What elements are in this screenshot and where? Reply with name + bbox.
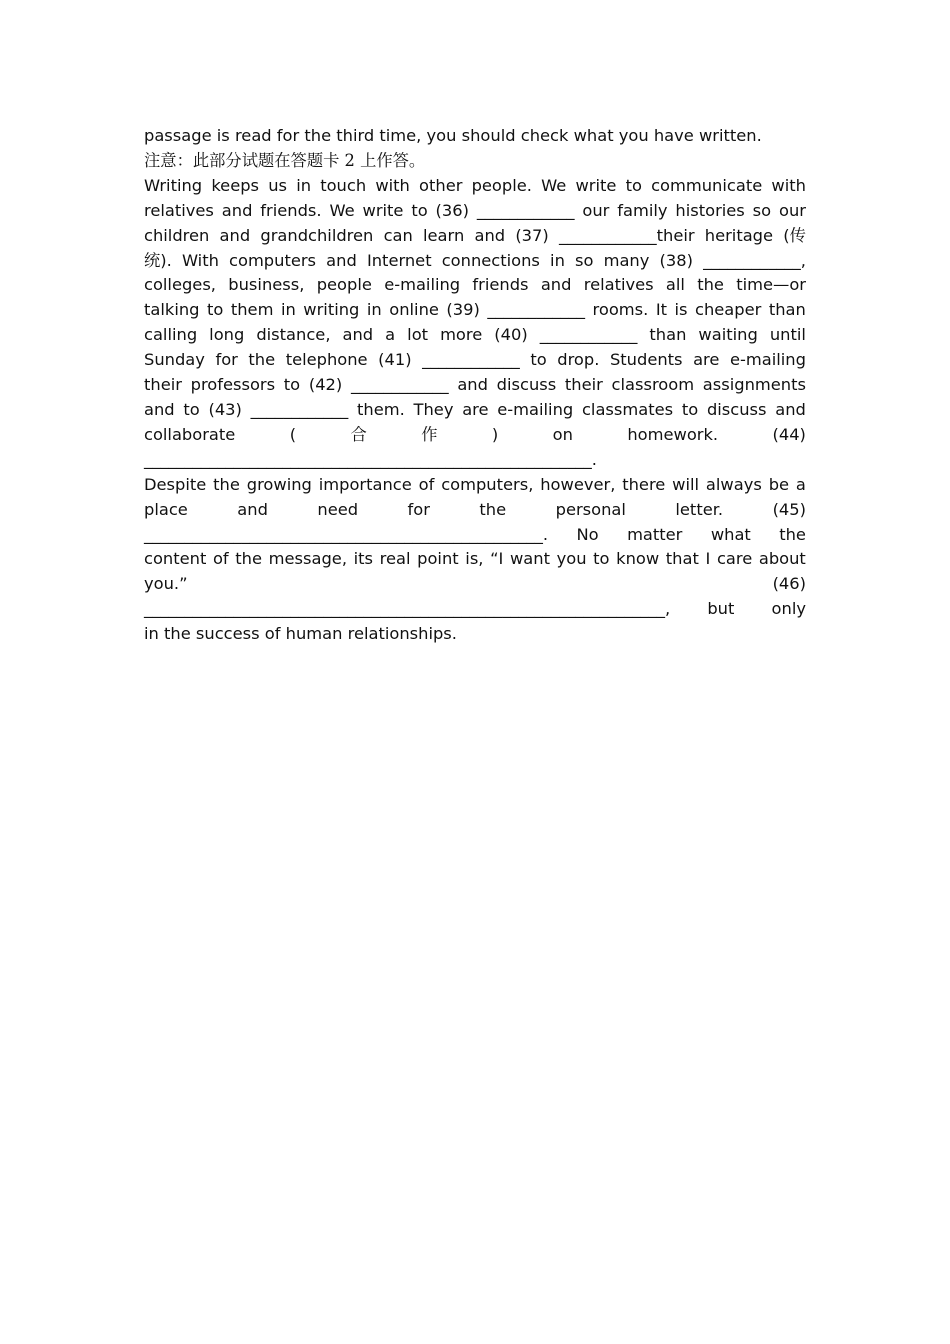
- word: (36): [435, 200, 469, 220]
- word: the: [779, 524, 806, 544]
- paragraph-line: [144, 398, 806, 423]
- word: drop.: [557, 350, 600, 370]
- word: No: [576, 524, 599, 544]
- word: (44): [772, 424, 806, 444]
- word: ____________: [539, 325, 638, 345]
- word: collaborate: [144, 424, 236, 444]
- word: e-mailing: [384, 275, 461, 295]
- word: lot: [407, 325, 429, 345]
- word: the: [479, 499, 507, 519]
- word: online: [389, 300, 439, 320]
- word: are: [693, 350, 720, 370]
- word: Internet: [366, 250, 432, 270]
- word: cheaper: [695, 300, 762, 320]
- word: relatives: [583, 275, 654, 295]
- word: communicate: [651, 175, 763, 195]
- word: the: [235, 549, 263, 569]
- paragraph-line: [144, 473, 806, 498]
- word: (46): [772, 574, 806, 594]
- word: all: [665, 275, 685, 295]
- word: people: [316, 275, 372, 295]
- paragraph-line: [144, 249, 806, 274]
- word: We: [329, 200, 355, 220]
- word: and: [457, 375, 488, 395]
- word: grandchildren: [260, 225, 374, 245]
- word: With: [181, 250, 219, 270]
- paragraph-line: [144, 572, 806, 597]
- word: to: [625, 175, 642, 195]
- word: so: [752, 200, 772, 220]
- word: our: [582, 200, 610, 220]
- word: so: [575, 250, 594, 270]
- word: (42): [308, 375, 343, 395]
- word: classmates: [581, 399, 674, 419]
- word: business,: [228, 275, 305, 295]
- word: Students: [609, 350, 683, 370]
- word: their: [564, 375, 603, 395]
- word: ____________: [476, 200, 575, 220]
- word: content: [144, 549, 207, 569]
- word: connections: [441, 250, 540, 270]
- word: that: [665, 549, 699, 569]
- word: writing: [303, 300, 360, 320]
- word: I: [705, 549, 711, 569]
- word: e-mailing: [729, 350, 806, 370]
- word: (45): [772, 499, 806, 519]
- word: and: [219, 225, 251, 245]
- word: ____________,: [703, 250, 806, 270]
- word: ): [491, 424, 499, 444]
- word: be: [768, 474, 790, 494]
- word: to: [530, 350, 547, 370]
- word: and: [221, 200, 253, 220]
- word: know: [616, 549, 660, 569]
- paragraph-line: [144, 174, 806, 199]
- word: (: [289, 424, 297, 444]
- word: letter.: [675, 499, 724, 519]
- word: many: [603, 250, 650, 270]
- word: us: [268, 175, 288, 195]
- word: time—or: [736, 275, 806, 295]
- word: is: [674, 300, 688, 320]
- paragraph-last-line: in the success of human relationships.: [144, 624, 457, 644]
- word: to: [411, 200, 428, 220]
- paragraph-line: [144, 547, 806, 572]
- word: to: [593, 549, 610, 569]
- word: (39): [446, 300, 480, 320]
- word: and: [474, 225, 506, 245]
- word: (43): [208, 399, 242, 419]
- word: histories: [675, 200, 745, 220]
- paragraph-line: [144, 498, 806, 523]
- word: people.: [471, 175, 532, 195]
- paragraph-1: [144, 174, 806, 473]
- word: and: [326, 250, 357, 270]
- word: (38): [659, 250, 693, 270]
- word: relatives: [144, 200, 214, 220]
- word: learn: [423, 225, 465, 245]
- intro-line: passage is read for the third time, you should check what you have written.: [144, 126, 762, 145]
- paragraph-2: [144, 473, 806, 647]
- word: the: [697, 275, 724, 295]
- word: 作: [421, 424, 438, 444]
- word: _________________________________________________.: [144, 524, 549, 544]
- word: colleges,: [144, 275, 216, 295]
- word: them.: [357, 399, 405, 419]
- word: professors: [190, 375, 276, 395]
- answer-sheet-note: 注意：此部分试题在答题卡 2 上作答。: [144, 150, 426, 170]
- word: want: [509, 549, 550, 569]
- word: than: [768, 300, 806, 320]
- word: and: [342, 325, 374, 345]
- paragraph-line: [144, 523, 806, 548]
- word: ____________their: [558, 225, 695, 245]
- word: you: [556, 549, 587, 569]
- word: ____________: [422, 350, 520, 370]
- word: discuss: [496, 375, 557, 395]
- word: write: [575, 175, 617, 195]
- word: computers,: [441, 474, 534, 494]
- word: the: [248, 350, 276, 370]
- word: They: [413, 399, 454, 419]
- word: long: [209, 325, 245, 345]
- word: its: [353, 549, 374, 569]
- answer-blank-44: _______________________________________________________.: [144, 449, 597, 469]
- word: their: [144, 375, 182, 395]
- word: can: [383, 225, 413, 245]
- word: more: [440, 325, 483, 345]
- word: our: [779, 200, 806, 220]
- word: than: [649, 325, 687, 345]
- word: ________________________________________________________________,: [144, 599, 671, 619]
- word: waiting: [698, 325, 758, 345]
- word: of: [418, 474, 435, 494]
- word: with: [375, 175, 410, 195]
- word: homework.: [627, 424, 719, 444]
- word: (37): [515, 225, 549, 245]
- paragraph-line: [144, 224, 806, 249]
- word: the: [213, 474, 240, 494]
- word: ____________: [250, 399, 349, 419]
- word: them: [230, 300, 274, 320]
- word: and: [237, 499, 268, 519]
- word: telephone: [285, 350, 368, 370]
- word: heritage: [704, 225, 774, 245]
- paragraph-line: [144, 273, 806, 298]
- word: computers: [229, 250, 317, 270]
- word: (传: [783, 225, 806, 245]
- word: It: [655, 300, 667, 320]
- word: however,: [540, 474, 616, 494]
- word: care: [716, 549, 753, 569]
- word: ____________: [487, 300, 586, 320]
- word: matter: [627, 524, 683, 544]
- word: with: [771, 175, 806, 195]
- word: distance,: [256, 325, 331, 345]
- word: to: [283, 375, 301, 395]
- word: rooms.: [592, 300, 649, 320]
- word: real: [379, 549, 411, 569]
- word: Despite: [144, 474, 207, 494]
- word: calling: [144, 325, 198, 345]
- word: what: [710, 524, 751, 544]
- word: (40): [494, 325, 528, 345]
- word: classroom: [611, 375, 695, 395]
- word: need: [317, 499, 359, 519]
- word: in: [550, 250, 565, 270]
- word: to: [207, 300, 224, 320]
- paragraph-line: [144, 373, 806, 398]
- word: there: [622, 474, 666, 494]
- word: We: [541, 175, 567, 195]
- word: write: [362, 200, 404, 220]
- word: growing: [246, 474, 312, 494]
- word: on: [552, 424, 573, 444]
- paragraph-line: [144, 199, 806, 224]
- word: message,: [268, 549, 348, 569]
- word: in: [280, 300, 296, 320]
- word: and: [775, 399, 806, 419]
- document-page: [144, 124, 806, 647]
- word: is,: [465, 549, 484, 569]
- word: 统).: [144, 250, 172, 270]
- word: to: [681, 399, 699, 419]
- word: to: [183, 399, 200, 419]
- word: assignments: [702, 375, 806, 395]
- paragraph-line: [144, 423, 806, 448]
- word: family: [617, 200, 668, 220]
- paragraph-line: [144, 323, 806, 348]
- word: 合: [350, 424, 367, 444]
- word: and: [144, 399, 175, 419]
- word: in: [296, 175, 312, 195]
- word: importance: [318, 474, 412, 494]
- word: e-mailing: [497, 399, 574, 419]
- word: discuss: [706, 399, 767, 419]
- word: will: [672, 474, 700, 494]
- word: (41): [378, 350, 412, 370]
- word: in: [366, 300, 382, 320]
- word: ____________: [350, 375, 449, 395]
- word: for: [215, 350, 238, 370]
- word: but: [707, 599, 735, 619]
- word: children: [144, 225, 210, 245]
- word: only: [771, 599, 806, 619]
- paragraph-line: [144, 597, 806, 622]
- word: touch: [320, 175, 367, 195]
- word: friends.: [260, 200, 322, 220]
- word: you.”: [144, 574, 188, 594]
- word: other: [419, 175, 463, 195]
- word: Writing: [144, 175, 203, 195]
- word: “I: [490, 549, 504, 569]
- word: keeps: [211, 175, 260, 195]
- word: point: [417, 549, 459, 569]
- word: a: [385, 325, 396, 345]
- word: talking: [144, 300, 200, 320]
- word: for: [407, 499, 430, 519]
- word: place: [144, 499, 188, 519]
- paragraph-line: [144, 348, 806, 373]
- word: Sunday: [144, 350, 205, 370]
- word: and: [540, 275, 572, 295]
- paragraph-line: [144, 298, 806, 323]
- word: are: [462, 399, 489, 419]
- word: personal: [555, 499, 626, 519]
- word: a: [795, 474, 806, 494]
- word: about: [758, 549, 806, 569]
- word: always: [705, 474, 762, 494]
- word: until: [769, 325, 806, 345]
- word: of: [212, 549, 229, 569]
- word: friends: [472, 275, 529, 295]
